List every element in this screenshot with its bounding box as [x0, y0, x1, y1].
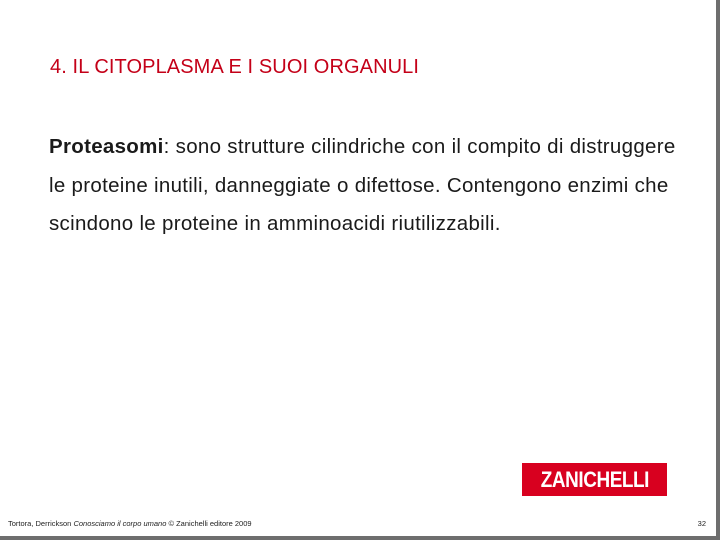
logo-text: ZANICHELLI: [540, 467, 649, 492]
footer-authors: Tortora, Derrickson: [8, 519, 74, 528]
slide-title: 4. IL CITOPLASMA E I SUOI ORGANULI: [50, 56, 420, 78]
body-term: Proteasomi: [49, 135, 164, 158]
footer-publisher: © Zanichelli editore 2009: [166, 519, 252, 528]
slide-body: [49, 128, 689, 244]
page-number: 32: [697, 519, 706, 528]
footer-credit: [8, 519, 252, 528]
body-text: : sono strutture cilindriche con il compito di distruggere le proteine inutili, danneggiate o difettose. Contengono enzimi che scindono le proteine in amminoacidi riutilizzabili.: [49, 135, 676, 235]
footer-book-title: Conosciamo il corpo umano: [73, 519, 167, 528]
zanichelli-logo: [522, 463, 667, 496]
